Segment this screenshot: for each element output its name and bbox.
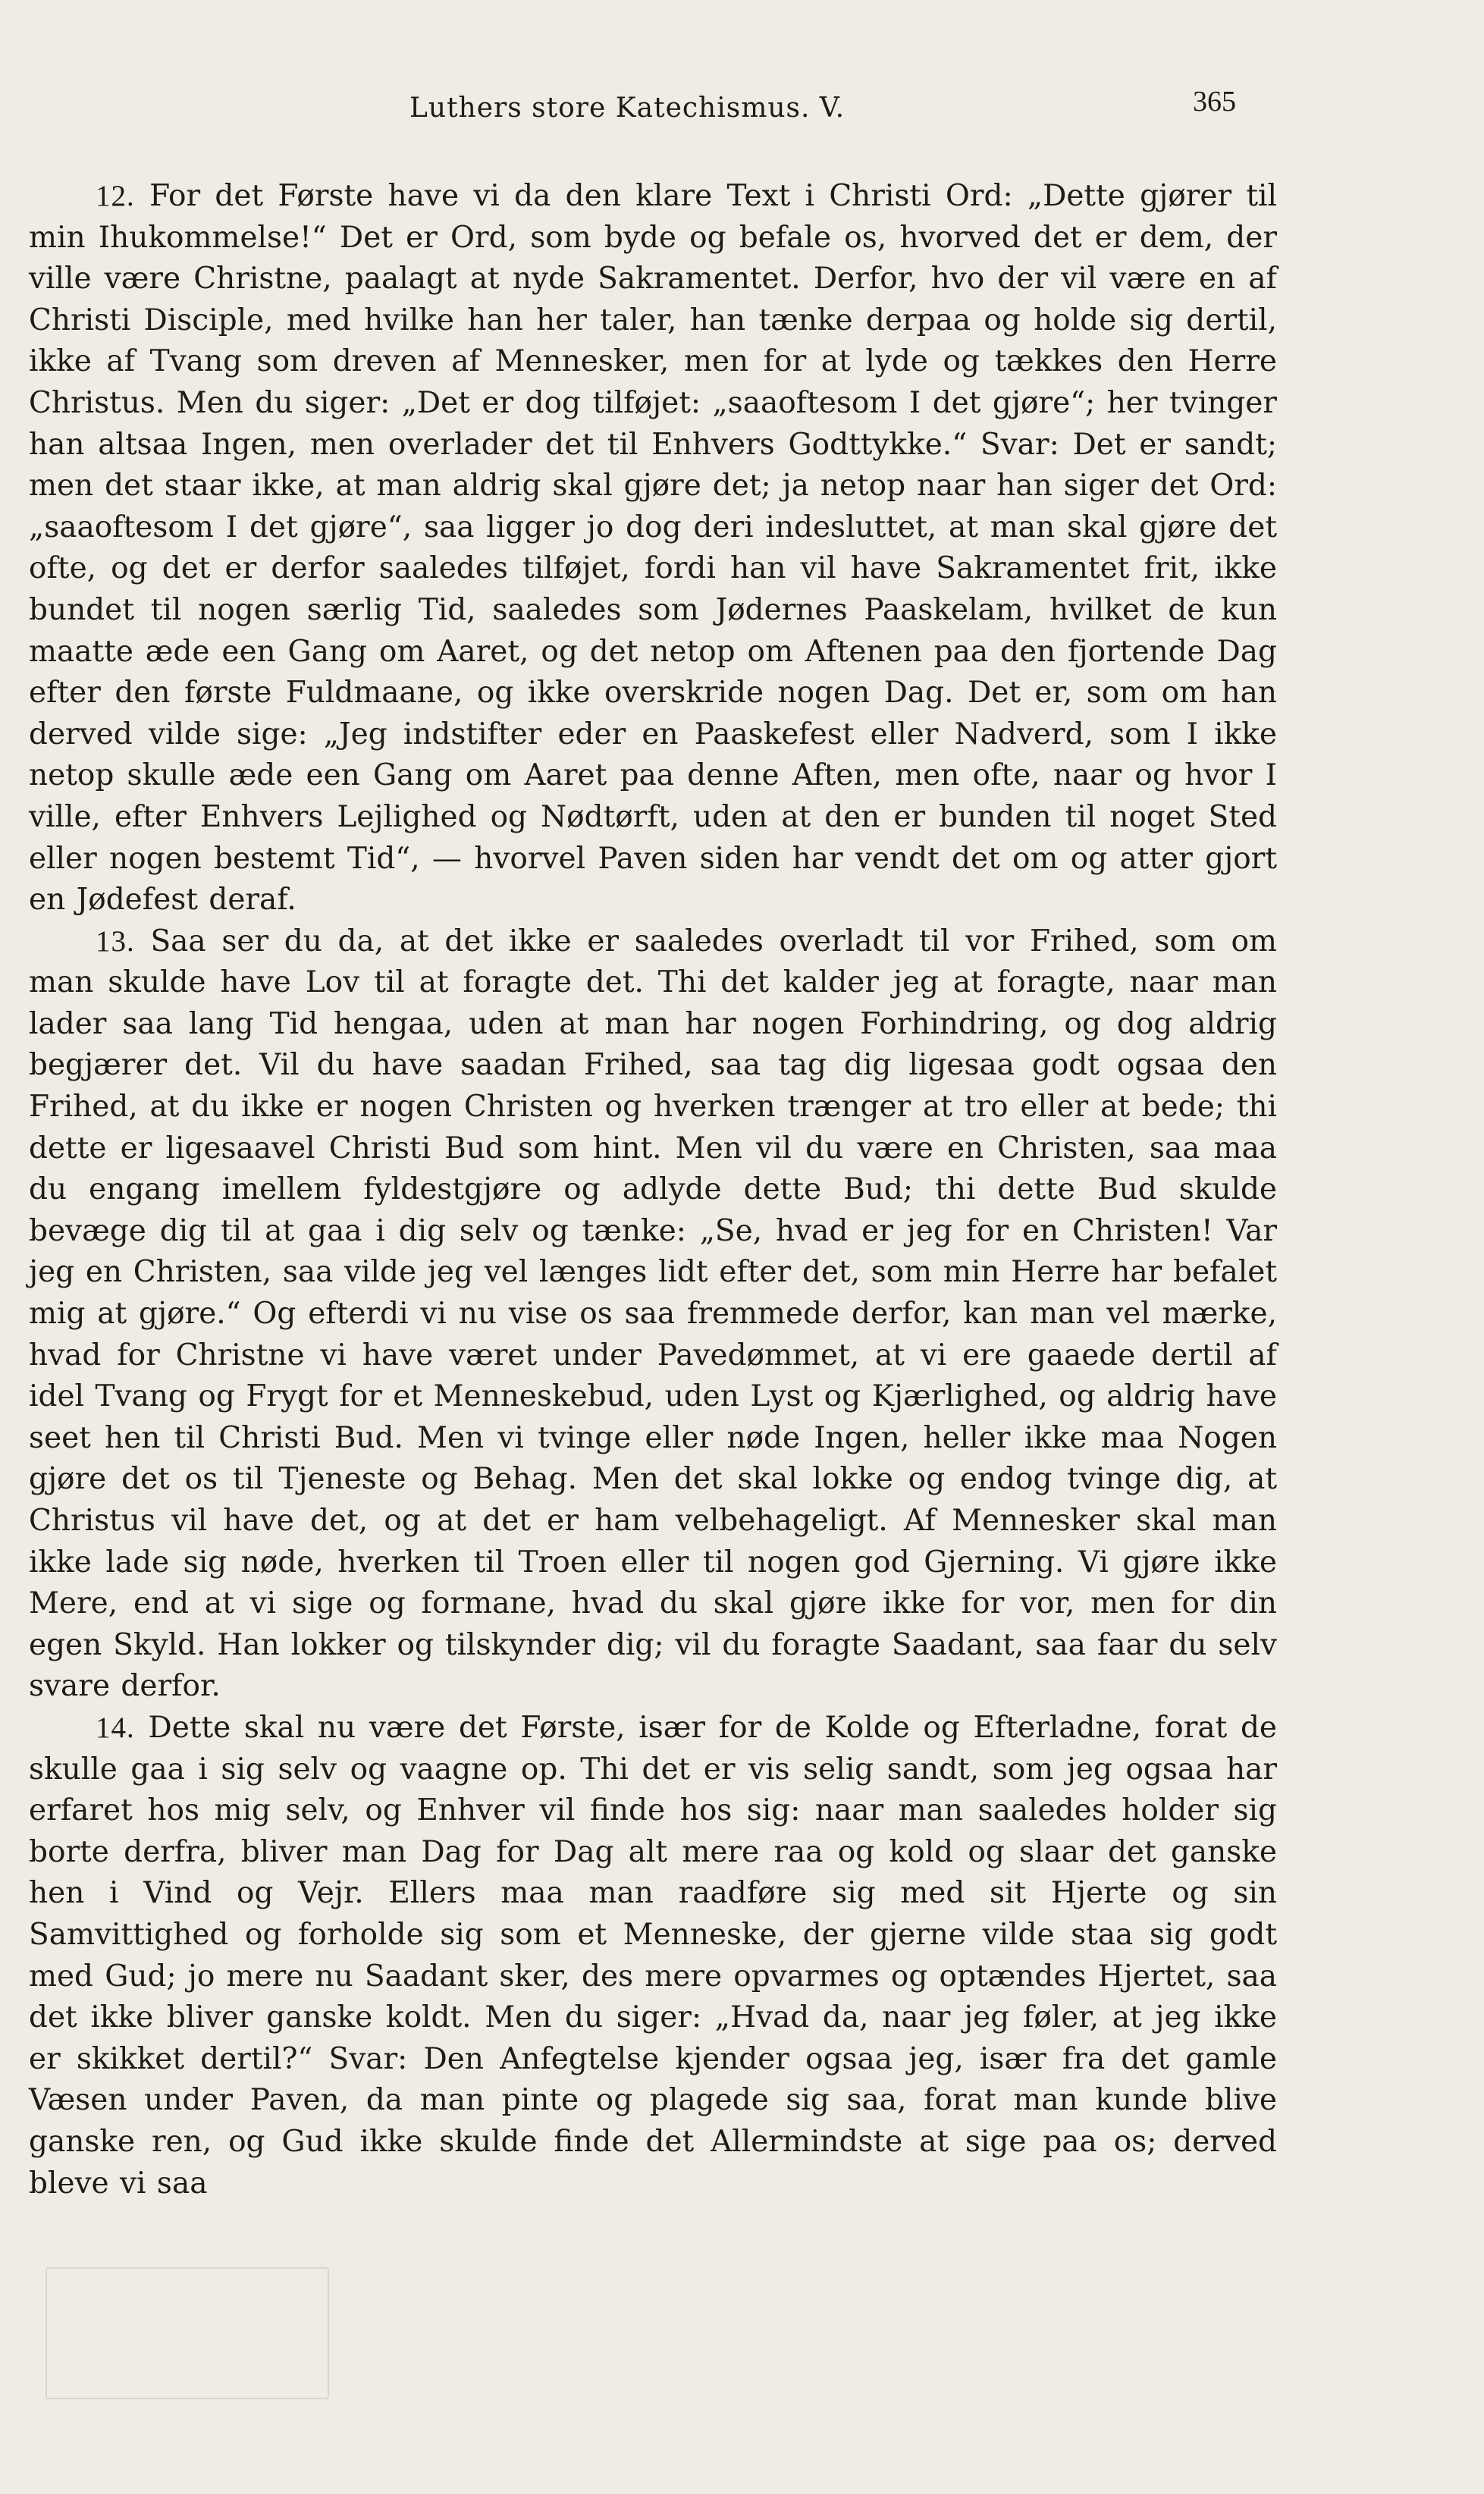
paragraph-text: Saa ser du da, at det ikke er saaledes overladt til vor Frihed, som om man skulde have Lov til at foragte det. Thi det kalder jeg at foragte, naar man lader saa lang Tid hengaa, uden at man har nogen Forhindring, og dog aldrig begjærer det. Vil du have saadan Frihed, saa tag dig ligesaa godt ogsaa den Frihed, at du ikke er nogen Christen og hverken trænger at tro eller at bede; thi dette er ligesaavel Christi Bud som hint. Men vil du være en Christen, saa maa du engang imellem fyldestgjøre og adlyde dette Bud; thi dette Bud skulde bevæge dig til at gaa i dig selv og tænke: „Se, hvad er jeg for en Christen! Var jeg en Christen, saa vilde jeg vel længes lidt efter det, som min Herre har befalet mig at gjøre.“ Og efterdi vi nu vise os saa fremmede derfor, kan man vel mærke, hvad for Christne vi have været under Pavedømmet, at vi ere gaaede dertil af idel Tvang og Frygt for et Menneskebud, uden Lyst og Kjærlighed, og aldrig have seet hen til Christi Bud. Men vi tvinge eller nøde Ingen, heller ikke maa Nogen gjøre det os til Tjeneste og Behag. Men det skal lokke og endog tvinge dig, at Christus vil have det, og at det er ham velbehageligt. Af Mennesker skal man ikke lade sig nøde, hverken til Troen eller til nogen god Gjerning. Vi gjøre ikke Mere, end at vi sige og formane, hvad du skal gjøre ikke for vor, men for din egen Skyld. Han lokker og tilskynder dig; vil du foragte Saadant, saa faar du selv svare derfor. — [29, 924, 1277, 1704]
running-title: Luthers store Katechismus. V. — [409, 93, 846, 124]
paragraph-number: 14. — [96, 1711, 135, 1744]
page-number: 365 — [1193, 86, 1236, 118]
paragraph-12 — [29, 176, 1277, 921]
paragraph-number: 13. — [96, 924, 135, 958]
body-text — [29, 176, 1277, 2204]
paragraph-14 — [29, 1708, 1277, 2204]
paper-stain — [45, 2267, 329, 2399]
paragraph-13 — [29, 921, 1277, 1708]
paragraph-number: 12. — [96, 180, 135, 212]
paragraph-text: Dette skal nu være det Første, især for de Kolde og Efterladne, forat de skulle gaa i sig selv og vaagne op. Thi det er vis selig sandt, som jeg ogsaa har erfaret hos mig selv, og Enhver vil finde hos sig: naar man saaledes holder sig borte derfra, bliver man Dag for Dag alt mere raa og kold og slaar det ganske hen i Vind og Vejr. Ellers maa man raadføre sig med sit Hjerte og sin Samvittighed og forholde sig som et Menneske, der gjerne vilde staa sig godt med Gud; jo mere nu Saadant sker, des mere opvarmes og optændes Hjertet, saa det ikke bliver ganske koldt. Men du siger: „Hvad da, naar jeg føler, at jeg ikke er skikket dertil?“ Svar: Den Anfegtelse kjender ogsaa jeg, især fra det gamle Væsen under Paven, da man pinte og plagede sig saa, forat man kunde blive ganske ren, og Gud ikke skulde finde det Allermindste at sige paa os; derved bleve vi saa — [29, 1710, 1277, 2201]
paragraph-text: For det Første have vi da den klare Text i Christi Ord: „Dette gjører til min Ihukommelse!“ Det er Ord, som byde og befale os, hvorved det er dem, der ville være Christne, paalagt at nyde Sakramentet. Derfor, hvo der vil være en af Christi Disciple, med hvilke han her taler, han tænke derpaa og holde sig dertil, ikke af Tvang som dreven af Mennesker, men for at lyde og tækkes den Herre Christus. Men du siger: „Det er dog tilføjet: „saaoftesom I det gjøre“; her tvinger han altsaa Ingen, men overlader det til Enhvers Godttykke.“ Svar: Det er sandt; men det staar ikke, at man aldrig skal gjøre det; ja netop naar han siger det Ord: „saaoftesom I det gjøre“, saa ligger jo dog deri indesluttet, at man skal gjøre det ofte, og det er derfor saaledes tilføjet, fordi han vil have Sakramentet frit, ikke bundet til nogen særlig Tid, saaledes som Jødernes Paaskelam, hvilket de kun maatte æde een Gang om Aaret, og det netop om Aftenen paa den fjortende Dag efter den første Fuldmaane, og ikke overskride nogen Dag. Det er, som om han derved vilde sige: „Jeg indstifter eder en Paaskefest eller Nadverd, som I ikke netop skulle æde een Gang om Aaret paa denne Aften, men ofte, naar og hvor I ville, efter Enhvers Lejlighed og Nødtørft, uden at den er bunden til noget Sted eller nogen bestemt Tid“, — hvorvel Paven siden har vendt det om og atter gjort en Jødefest deraf. — [29, 179, 1277, 918]
